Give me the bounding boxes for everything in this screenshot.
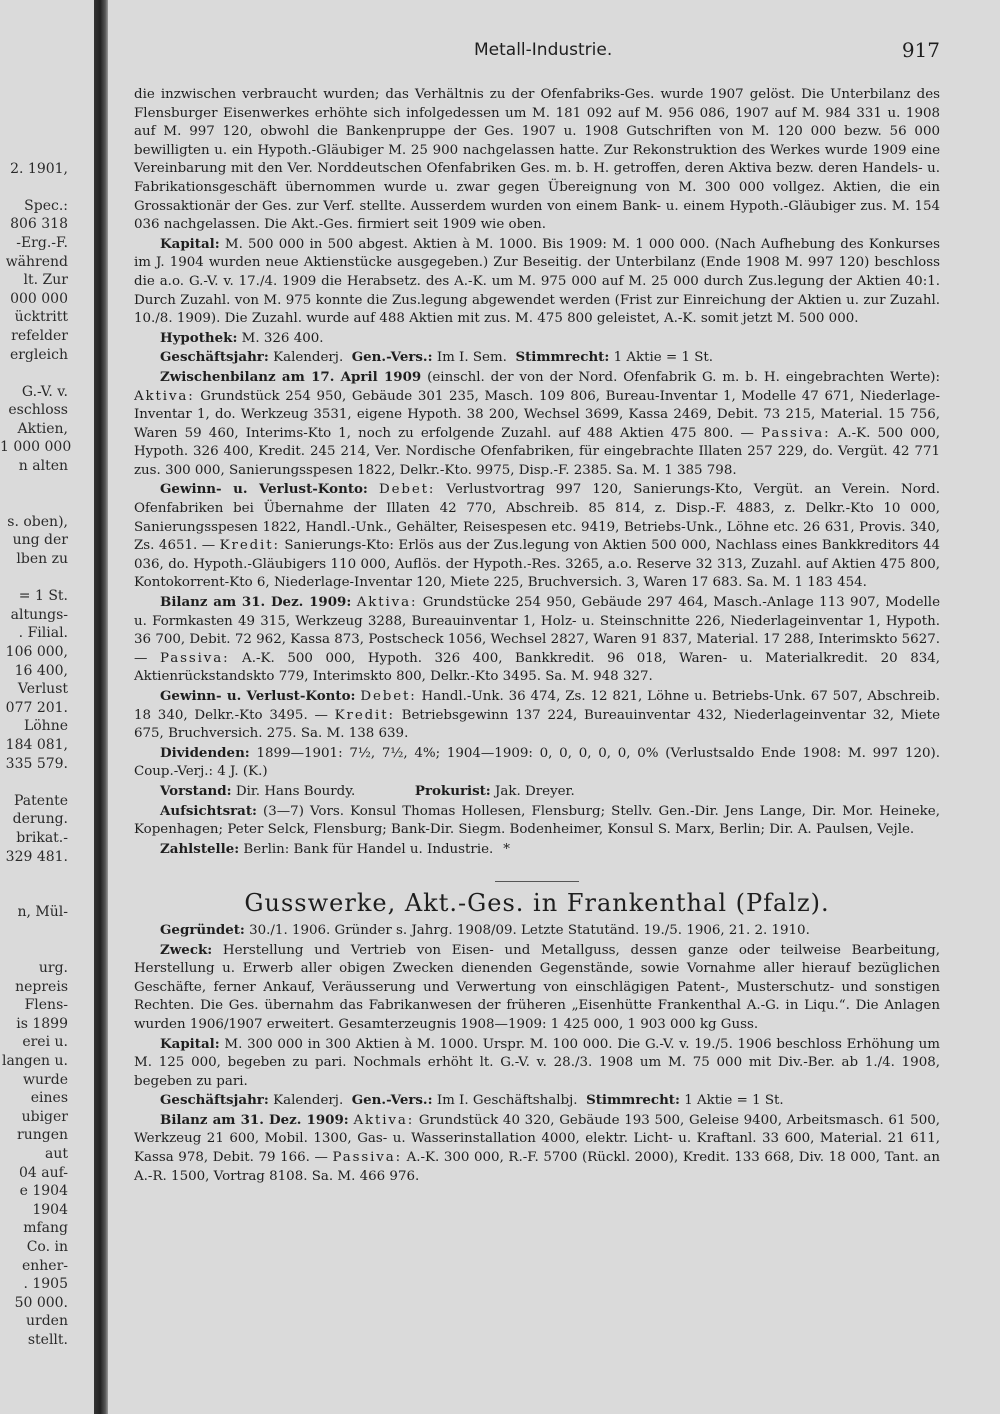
margin-fragment: brikat.- <box>16 829 68 846</box>
paragraph-gv-konto-1909-april <box>134 480 940 593</box>
margin-fragment <box>0 773 92 792</box>
margin-fragment: . Filial. <box>18 625 68 642</box>
text-zwischenbilanz-intro: (einschl. der von der Nord. Ofenfabrik G. m. b. H. eingebrachten Werte): <box>427 369 941 385</box>
paragraph-geschaeftsjahr-2 <box>134 1091 940 1111</box>
paragraph-intro: die inzwischen verbraucht wurden; das Verhältnis zu der Ofenfabriks-Ges. wurde 1907 gelöst. Die Unterbilanz des Flensburger Eisenwerkes erhöhte sich infolgedessen um M. 181 092 auf M. 956 086, 1907 auf M. 984 331 u. 1908 auf M. 997 120, obwohl die Bankenpruppe der Ges. 1907 u. 1908 Gutschriften von M. 120 000 bezw. 56 000 bewilligten u. ein Hypoth.-Gläubiger M. 25 900 nachgelassen hatte. Zur Rekonstruktion des Werkes wurde 1909 eine Vereinbarung mit den Ver. Norddeutschen Ofenfabriken Ges. m. b. H. getroffen, deren Aktiva bezw. deren Handels- u. Fabrikationsgeschäft übernommen wurde u. zwar gegen Übereignung von M. 300 000 vollgez. Aktien, die ein Grossaktionär der Ges. zur Verf. stellte. Ausserdem wurden von einem Bank- u. einem Hypoth.-Gläubiger zus. M. 154 036 nachgelassen. Die Akt.-Ges. firmiert seit 1909 wie oben. <box>134 87 940 233</box>
text-bilanz-aktiva: Grundstücke 254 950, Gebäude 297 464, Masch.-Anlage 113 907, Modelle u. Formkasten 49 315, Werkzeug 3288, Bureauinventar 1, Holz- u. Steinschnitte 226, Niederlageinventar 1, Hypoth. 36 700, Debit. 72 962, Kassa 873, Postscheck 1056, Wechsel 2827, Waren 91 837, Material. 17 288, Interimskto 5627. — <box>134 595 940 666</box>
margin-fragment <box>0 922 92 941</box>
margin-fragment: eines <box>30 1090 68 1107</box>
margin-fragment: ung der <box>12 532 68 549</box>
label-stimmrecht: Stimmrecht: <box>515 349 610 366</box>
text-zweck: Herstellung und Vertrieb von Eisen- und Metallguss, dessen ganze oder teilweise Bearbeitung, Herstellung u. Erwerb aller obigen Zwecken dienenden Gegenstände, sowie Vornahme aller hierauf bezüglichen Geschäfte, ferner Ankauf, Veräusserung und Verwertung von einschlägigen Patent-, Musterschutz- und sonstigen Rechten. Die Ges. übernahm das Fabrikanwesen der früheren „Eisenhütte Frankenthal A.-G. in Liqu.“. Die Anlagen wurden 1906/1907 erweitert. Gesamterzeugnis 1908—1909: 1 425 000, 1 903 000 kg Guss. <box>134 942 940 1032</box>
margin-fragment: langen u. <box>1 1053 68 1070</box>
margin-fragment: 2. 1901, <box>10 160 68 177</box>
text-zahlstelle: Berlin: Bank für Handel u. Industrie. <box>243 841 494 857</box>
margin-fragment: derung. <box>12 811 68 828</box>
end-mark: * <box>503 841 510 857</box>
margin-fragment <box>0 885 92 904</box>
margin-fragment: 335 579. <box>5 755 68 772</box>
text-vorstand: Dir. Hans Bourdy. <box>235 783 356 799</box>
label-kapital: Kapital: <box>160 1035 220 1052</box>
margin-fragment: 000 000 <box>10 290 68 307</box>
label-zweck: Zweck: <box>160 941 213 958</box>
label-prokurist: Prokurist: <box>414 782 491 799</box>
margin-fragment: 50 000. <box>14 1294 68 1311</box>
label-gegruendet: Gegründet: <box>160 921 245 938</box>
margin-fragment: aut <box>45 1146 68 1163</box>
paragraph-hypothek <box>134 329 940 349</box>
margin-fragment <box>0 364 92 383</box>
margin-fragment: Co. in <box>26 1239 68 1255</box>
margin-fragment: urden <box>26 1313 68 1330</box>
label-gv-konto: Gewinn- u. Verlust-Konto: <box>160 688 356 704</box>
text-gv-konto-debet: Handl.-Unk. 36 474, Zs. 12 821, Löhne u. Betriebs-Unk. 67 507, Abschreib. 18 340, Delkr.-Kto 3495. — <box>134 689 940 723</box>
text-zwischenbilanz-aktiva: Grundstück 254 950, Gebäude 301 235, Masch. 109 806, Bureau-Inventar 1, Modelle 47 671, Niederlage-Inventar 1, do. Werkzeug 3531, eigene Hypoth. 38 200, Wechsel 3699, Kassa 2469, Debit. 73 215, Material. 15 756, Waren 59 460, Interims-Kto 1, noch zu erfolgende Zuzahl. auf 488 Aktien 475 800. — <box>134 388 940 441</box>
text-hypothek: M. 326 400. <box>241 330 324 346</box>
margin-fragment: G.-V. v. <box>21 383 68 400</box>
margin-fragment: urg. <box>38 960 68 977</box>
margin-fragment: stellt. <box>27 1331 68 1348</box>
text-gegruendet: 30./1. 1906. Gründer s. Jahrg. 1908/09. Letzte Statutänd. 19./5. 1906, 21. 2. 1910. <box>249 922 810 938</box>
text-aufsichtsrat: (3—7) Vors. Konsul Thomas Hollesen, Flensburg; Stellv. Gen.-Dir. Jens Lange, Dir. Mor. Heineke, Kopenhagen; Peter Selck, Flensburg; Bank-Dir. Siegm. Bodenheimer, Konsul S. Marx, Berlin; Dir. A. Paulsen, Vejle. <box>134 803 940 838</box>
margin-fragment: -Erg.-F. <box>16 234 68 251</box>
text-gen-vers: Im I. Sem. <box>436 350 507 366</box>
label-kapital: Kapital: <box>160 235 220 252</box>
label-debet: Debet: <box>378 482 436 498</box>
paragraph-gv-konto-1909 <box>134 687 940 744</box>
margin-fragment: s. oben), <box>7 513 68 530</box>
adjacent-page-strip <box>0 0 92 1414</box>
text-stimmrecht: 1 Aktie = 1 St. <box>684 1093 784 1109</box>
page-number: 917 <box>901 38 940 62</box>
text-bilanz-passiva: A.-K. 300 000, R.-F. 5700 (Rückl. 2000), Kredit. 133 668, Div. 18 000, Tant. an A.-R. 1500, Vortrag 8108. Sa. M. 466 976. <box>134 1150 940 1184</box>
label-kredit: Kredit: <box>219 538 280 554</box>
paragraph-zwischenbilanz <box>134 368 940 481</box>
text-prokurist: Jak. Dreyer. <box>495 783 575 799</box>
text-geschaeftsjahr: Kalenderj. <box>273 1093 344 1109</box>
margin-fragment: 1 000 000 <box>0 439 72 456</box>
margin-fragment <box>0 178 92 197</box>
text-dividenden: 1899—1901: 7½, 7½, 4%; 1904—1909: 0, 0, 0, 0, 0, 0% (Verlustsaldo Ende 1908: M. 997 120). Coup.-Verj.: 4 J. (K.) <box>134 745 940 780</box>
margin-fragment: n, Mül- <box>17 904 68 921</box>
text-stimmrecht: 1 Aktie = 1 St. <box>613 350 714 366</box>
margin-fragment: 04 auf- <box>18 1164 68 1181</box>
company-heading: Gusswerke, Akt.-Ges. in Frankenthal (Pfalz). <box>244 889 830 918</box>
margin-fragment: Spec.: <box>24 197 68 214</box>
label-dividenden: Dividenden: <box>160 744 250 761</box>
paragraph-kapital-2 <box>134 1035 940 1092</box>
margin-fragment <box>0 48 92 67</box>
margin-fragment: n alten <box>18 458 68 475</box>
label-kredit: Kredit: <box>334 707 395 723</box>
margin-fragment <box>0 122 92 141</box>
margin-fragment <box>0 476 92 495</box>
label-gen-vers: Gen.-Vers.: <box>351 1092 433 1109</box>
label-stimmrecht: Stimmrecht: <box>586 1092 680 1109</box>
text-zwischenbilanz-passiva: A.-K. 500 000, Hypoth. 326 400, Kredit. 245 214, Ver. Nordische Ofenfabriken, für eingebrachte Illaten 257 229, do. Vergüt. 42 771 zus. 300 000, Sanierungsspesen 1822, Delkr.-Kto. 9975, Disp.-F. 2385. Sa. M. 1 385 798. <box>134 425 940 478</box>
margin-fragment: Verlust <box>17 681 68 698</box>
margin-fragment: Aktien, <box>17 420 68 437</box>
margin-fragment: e 1904 <box>19 1183 68 1200</box>
margin-fragment: ergleich <box>9 346 68 363</box>
text-kapital: M. 300 000 in 300 Aktien à M. 1000. Urspr. M. 100 000. Die G.-V. v. 19./5. 1906 beschloss Erhöhung um M. 125 000, begeben zu pari. Nochmals erhöht lt. G.-V. v. 28./3. 1908 um M. 75 000 mit Div.-Ber. ab 1./4. 1908, begeben zu pari. <box>134 1036 940 1089</box>
label-aufsichtsrat: Aufsichtsrat: <box>160 802 257 819</box>
margin-fragment: eschloss <box>8 402 68 419</box>
book-gutter <box>94 0 108 1414</box>
running-title: Metall-Industrie. <box>474 40 613 60</box>
margin-fragment: enher- <box>21 1257 68 1274</box>
margin-fragment: rungen <box>17 1127 68 1144</box>
label-zahlstelle: Zahlstelle: <box>160 840 240 857</box>
margin-fragment: 1904 <box>32 1201 68 1218</box>
label-vorstand: Vorstand: <box>160 782 232 799</box>
paragraph-bilanz-2 <box>134 1111 940 1186</box>
margin-fragment <box>0 104 92 123</box>
text-geschaeftsjahr: Kalenderj. <box>273 350 344 366</box>
section-divider <box>495 881 579 882</box>
paragraph-vorstand <box>134 782 940 802</box>
paragraph-zahlstelle <box>134 840 940 860</box>
margin-fragment <box>0 494 92 513</box>
label-geschaeftsjahr: Geschäftsjahr: <box>160 349 269 366</box>
margin-fragment: Löhne <box>23 718 68 735</box>
label-passiva: Passiva: <box>332 1150 402 1166</box>
text-gv-konto-debet: Verlustvortrag 997 120, Sanierungs-Kto, Vergüt. an Verein. Nord. Ofenfabriken bei Übernahme der Illaten 42 770, Abschreib. 85 814, z. Disp.-F. 4883, z. Delkr.-Kto 10 000, Sanierungsspesen 1822, Handl.-Unk., Gehälter, Reisespesen etc. 9419, Betriebs-Unk., Löhne etc. 26 631, Provis. 340, Zs. 4651. — <box>134 482 941 554</box>
label-hypothek: Hypothek: <box>160 329 238 346</box>
text-bilanz-aktiva: Grundstück 40 320, Gebäude 193 500, Geleise 9400, Arbeitsmasch. 61 500, Werkzeug 21 600, Mobil. 1300, Gas- u. Wasserinstallation 4000, elektr. Licht- u. Kraftanl. 33 600, Material. 21 611, Kassa 978, Debit. 79 166. — <box>134 1112 940 1166</box>
label-geschaeftsjahr: Geschäftsjahr: <box>160 1092 269 1109</box>
margin-fragment: lben zu <box>16 551 68 568</box>
paragraph-gegruendet <box>134 921 940 941</box>
paragraph-bilanz-1909 <box>134 593 940 687</box>
text-gv-konto-kredit: Betriebsgewinn 137 224, Bureauinventar 432, Niederlageinventar 32, Miete 675, Bruchversich. 275. Sa. M. 138 639. <box>134 707 940 742</box>
margin-fragment: 077 201. <box>5 699 68 716</box>
label-passiva: Passiva: <box>761 425 831 441</box>
margin-fragment <box>0 67 92 86</box>
paragraph-zweck <box>134 941 940 1035</box>
paragraph-dividenden <box>134 744 940 782</box>
label-aktiva: Aktiva: <box>356 595 418 611</box>
margin-fragment: 106 000, <box>5 644 68 660</box>
margin-fragment <box>0 866 92 885</box>
label-zwischenbilanz: Zwischenbilanz am 17. April 1909 <box>160 368 422 385</box>
label-gv-konto: Gewinn- u. Verlust-Konto: <box>160 481 368 498</box>
label-debet: Debet: <box>360 689 417 704</box>
margin-fragment: 16 400, <box>14 662 68 679</box>
margin-fragment: lt. Zur <box>23 272 68 289</box>
margin-fragment: Patente <box>14 792 68 809</box>
label-gen-vers: Gen.-Vers.: <box>351 349 433 366</box>
text-bilanz-passiva: A.-K. 500 000, Hypoth. 326 400, Bankkredit. 96 018, Waren- u. Materialkredit. 20 834, Aktienrückstandskto 779, Interimskto 800, Delkr.-Kto 3495. Sa. M. 948 327. <box>134 650 941 685</box>
margin-fragment: 806 318 <box>10 216 68 233</box>
paragraph-geschaeftsjahr <box>134 348 940 368</box>
margin-fragment: ubiger <box>21 1108 68 1125</box>
label-aktiva: Aktiva: <box>134 388 195 404</box>
margin-fragment: . 1905 <box>23 1276 68 1293</box>
margin-fragment: ücktritt <box>14 309 68 326</box>
margin-fragment: is 1899 <box>16 1015 68 1032</box>
margin-fragment <box>0 941 92 960</box>
margin-fragment: 329 481. <box>5 848 68 865</box>
running-head <box>134 38 940 64</box>
margin-fragment <box>0 141 92 160</box>
label-bilanz: Bilanz am 31. Dez. 1909: <box>160 1111 349 1128</box>
paragraph-kapital <box>134 235 940 329</box>
margin-fragment: 184 081, <box>5 736 68 753</box>
margin-fragment <box>0 85 92 104</box>
label-aktiva: Aktiva: <box>353 1112 415 1128</box>
text-kapital: M. 500 000 in 500 abgest. Aktien à M. 1000. Bis 1909: M. 1 000 000. (Nach Aufhebung des Konkurses im J. 1904 wurden neue Aktienstücke ausgegeben.) Zur Beseitig. der Unterbilanz (Ende 1908 M. 997 120) beschloss die a.o. G.-V. v. 17./4. 1909 die Herabsetz. des A.-K. um M. 975 000 auf M. 25 000 durch Zus.legung der Aktien 40:1. Durch Zuzahl. von M. 975 konnte die Zus.legung abgewendet werden (Frist zur Einreichung der Aktien u. zur Zuzahl. 10./8. 1909). Die Zuzahl. wurde auf 488 Aktien mit zus. M. 475 800 geleistet, A.-K. somit jetzt M. 500 000. <box>134 236 940 327</box>
margin-fragment: = 1 St. <box>18 588 68 605</box>
margin-fragment <box>0 569 92 588</box>
margin-fragment: wurde <box>23 1071 68 1088</box>
margin-fragment: erei u. <box>22 1034 68 1051</box>
label-bilanz: Bilanz am 31. Dez. 1909: <box>160 594 352 611</box>
margin-fragment: während <box>5 253 68 270</box>
margin-fragment: refelder <box>11 327 68 344</box>
margin-fragment: mfang <box>23 1220 68 1237</box>
margin-fragment: Flens- <box>24 997 68 1014</box>
text-gen-vers: Im I. Geschäftshalbj. <box>436 1093 578 1109</box>
margin-fragment: nepreis <box>15 978 68 995</box>
text-gv-konto-kredit: Sanierungs-Kto: Erlös aus der Zus.legung von Aktien 500 000, Nachlass eines Bankkreditors 44 036, do. Hypoth.-Gläubigers 110 000, Auflös. der Hypoth.-Res. 3265, a.o. Reserve 32 313, Zuzahl. auf Aktien 475 800, Kontokorrent-Kto 6, Niederlage-Inventar 120, Miete 225, Bruchversich. 3, Waren 17 683. Sa. M. 1 183 454. <box>134 538 940 591</box>
body-text <box>134 86 940 1186</box>
margin-fragment: altungs- <box>10 606 68 623</box>
paragraph-aufsichtsrat <box>134 802 940 840</box>
label-passiva: Passiva: <box>159 650 230 666</box>
